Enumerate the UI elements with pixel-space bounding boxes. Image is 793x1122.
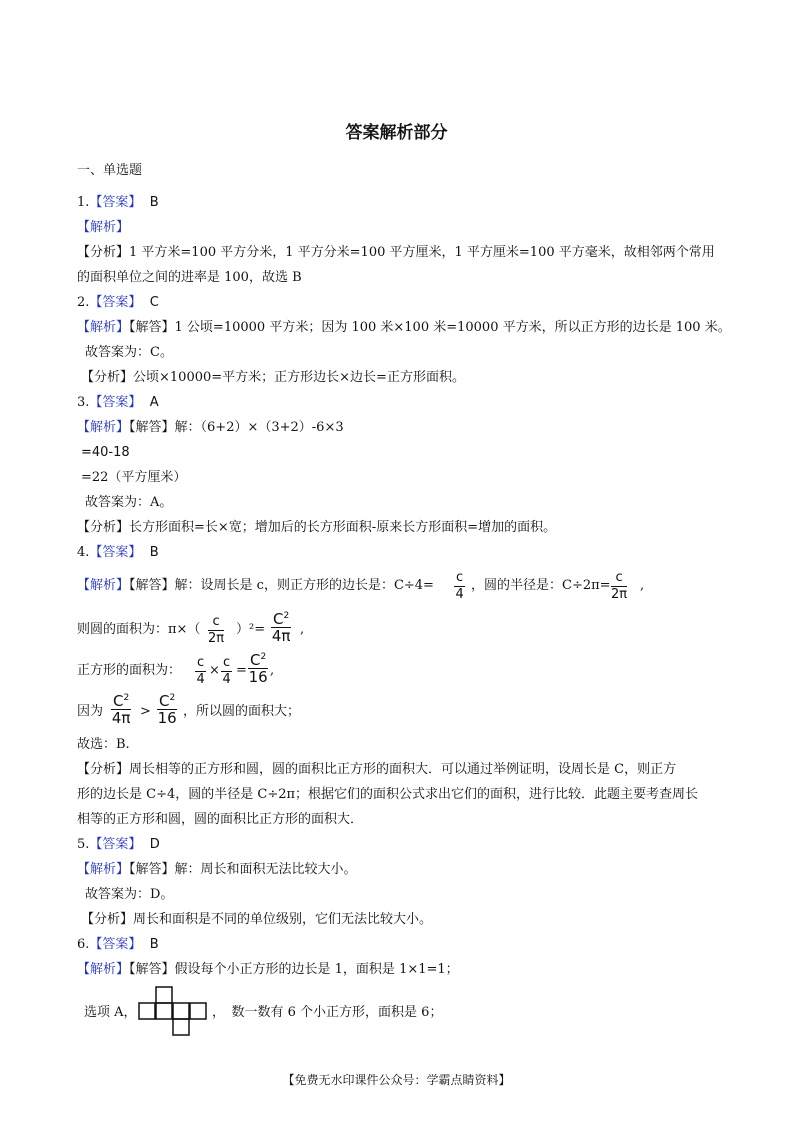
q3-jieda-line: [77, 419, 344, 437]
q6-option-a-label: 选项 A，: [84, 1005, 137, 1020]
q5-jieda-text: 解：周长和面积无法比较大小。: [174, 862, 357, 877]
q3-jieda-text: 解：（6+2）×（3+2）-6×3: [174, 420, 344, 435]
analysis-label: 【解析】: [77, 962, 130, 977]
fraction-c-over-4-a: $\frac{c}{4}$: [196, 655, 205, 687]
q3-answer-value: A: [149, 395, 159, 410]
q3-fenxi-text: 长方形面积=长×宽；增加后的长方形面积-原来长方形面积=增加的面积。: [129, 520, 557, 535]
q2-answer-line: [77, 294, 159, 312]
answer-label: 【答案】: [89, 545, 142, 560]
analysis-label: 【解析】: [77, 862, 130, 877]
q1-answer-line: [77, 194, 159, 212]
q4-answer-value: B: [149, 545, 159, 560]
q4-line4-b: ，所以圆的面积大；: [183, 704, 301, 719]
q1-answer-value: B: [149, 195, 159, 210]
q2-final: 故答案为：C。: [85, 345, 173, 360]
section-heading: 一、单选题: [77, 163, 143, 178]
fenxi-label: 【分析】: [77, 762, 130, 777]
q3-number: 3.: [77, 395, 90, 410]
q5-answer-value: D: [149, 837, 160, 852]
fenxi-label: 【分析】: [77, 520, 130, 535]
jieda-label: 【解答】: [129, 862, 175, 877]
analysis-label: 【解析】: [77, 420, 130, 435]
comma: ,: [640, 578, 645, 593]
page-footer: 【免费无水印课件公众号：学霸点睛资料】: [282, 1073, 511, 1087]
q4-fenxi-line2: 形的边长是 C÷4，圆的半径是 C÷2π；根据它们的面积公式求出它们的面积，进行比较．此题主要考查周长: [77, 787, 699, 802]
q4-fenxi-line3: 相等的正方形和圆，圆的面积比正方形的面积大．: [77, 812, 364, 827]
q3-fenxi-line: [77, 519, 556, 537]
greater-than: >: [140, 704, 151, 719]
q5-jieda-line: [77, 861, 357, 879]
q4-jieda-b: ，圆的半径是：C÷2π=: [471, 578, 611, 593]
answer-label: 【答案】: [89, 395, 142, 410]
q5-fenxi-text: 周长和面积是不同的单位级别，它们无法比较大小。: [133, 912, 433, 927]
q1-analysis-label: 【解析】: [77, 220, 130, 235]
fraction-c-over-2pi: $\frac{c}{2\pi}$: [611, 570, 628, 602]
cube-net-figure: [138, 986, 208, 1038]
jieda-label: 【解答】: [129, 578, 175, 593]
q2-jieda-text: 1 公顷=10000 平方米；因为 100 米×100 米=10000 平方米，所以正方形的边长是 100 米。: [174, 320, 731, 335]
q4-line2-b: ）²=: [236, 622, 266, 637]
jieda-label: 【解答】: [129, 420, 175, 435]
answer-label: 【答案】: [89, 837, 142, 852]
fraction-c2-over-4pi: $\frac{C^2}{4\pi}$: [271, 610, 291, 645]
answer-label: 【答案】: [89, 937, 142, 952]
analysis-label: 【解析】: [77, 320, 130, 335]
q6-option-a-desc: ， 数一数有 6 个小正方形，面积是 6；: [212, 1005, 443, 1020]
answer-label: 【答案】: [89, 195, 142, 210]
q2-fenxi-line: [81, 369, 465, 387]
equals-sign: =: [236, 663, 247, 678]
q3-step2: =22（平方厘米）: [81, 470, 187, 485]
q4-answer-line: [77, 544, 159, 562]
q6-jieda-line: [77, 961, 459, 979]
q3-answer-line: [77, 394, 159, 412]
q4-jieda-line1: [77, 577, 434, 595]
q5-number: 5.: [77, 837, 90, 852]
q3-final: 故答案为：A。: [85, 495, 173, 510]
fenxi-label: 【分析】: [81, 370, 134, 385]
jieda-label: 【解答】: [129, 320, 175, 335]
q4-fenxi-text1: 周长相等的正方形和圆，圆的面积比正方形的面积大．可以通过举例证明，设周长是 C，则正方: [129, 762, 677, 777]
fraction-c2-over-16: $\frac{C^2}{16}$: [248, 651, 268, 686]
q6-number: 6.: [77, 937, 90, 952]
fraction-c2-over-4pi-b: $\frac{C^2}{4\pi}$: [111, 692, 131, 727]
answer-label: 【答案】: [89, 295, 142, 310]
q5-final: 故答案为：D。: [85, 887, 174, 902]
fraction-c-over-2pi-b: $\frac{c}{2\pi}$: [208, 614, 225, 646]
q5-answer-line: [77, 836, 160, 854]
comma: ,: [300, 622, 305, 637]
q4-line4-a: 因为: [77, 704, 104, 719]
q1-fenxi-text1: 1 平方米=100 平方分米，1 平方分米=100 平方厘米，1 平方厘米=100 平方毫米，故相邻两个常用: [129, 245, 715, 260]
q1-fenxi-line1: [77, 244, 715, 262]
q6-jieda-text: 假设每个小正方形的边长是 1，面积是 1×1=1；: [174, 962, 459, 977]
comma: ,: [270, 663, 275, 678]
fraction-c2-over-16-b: $\frac{C^2}{16}$: [157, 692, 177, 727]
q4-number: 4.: [77, 545, 90, 560]
q1-fenxi-line2: 的面积单位之间的进率是 100，故选 B: [77, 270, 302, 285]
q6-answer-line: [77, 936, 159, 954]
fraction-c-over-4-b: $\frac{c}{4}$: [222, 655, 231, 687]
q2-jieda-line: [77, 319, 731, 337]
q2-number: 2.: [77, 295, 90, 310]
q4-final: 故选：B.: [77, 737, 130, 752]
fraction-c-over-4: $\frac{c}{4}$: [455, 570, 464, 602]
q4-line3-a: 正方形的面积为：: [77, 663, 182, 678]
fenxi-label: 【分析】: [77, 245, 130, 260]
q4-line2-a: 则圆的面积为：π×（: [77, 622, 201, 637]
q5-fenxi-line: [81, 911, 432, 929]
times-sign: ×: [209, 663, 220, 678]
q3-step1: =40-18: [81, 445, 130, 460]
q4-jieda-a: 解：设周长是 c，则正方形的边长是：C÷4=: [174, 578, 434, 593]
q1-number: 1.: [77, 195, 90, 210]
q4-fenxi-line1: [77, 761, 676, 779]
analysis-label: 【解析】: [77, 578, 130, 593]
q2-fenxi-text: 公顷×10000=平方米；正方形边长×边长=正方形面积。: [133, 370, 465, 385]
jieda-label: 【解答】: [129, 962, 175, 977]
page-title: 答案解析部分: [345, 123, 448, 143]
q6-answer-value: B: [149, 937, 159, 952]
q2-answer-value: C: [149, 295, 159, 310]
fenxi-label: 【分析】: [81, 912, 134, 927]
